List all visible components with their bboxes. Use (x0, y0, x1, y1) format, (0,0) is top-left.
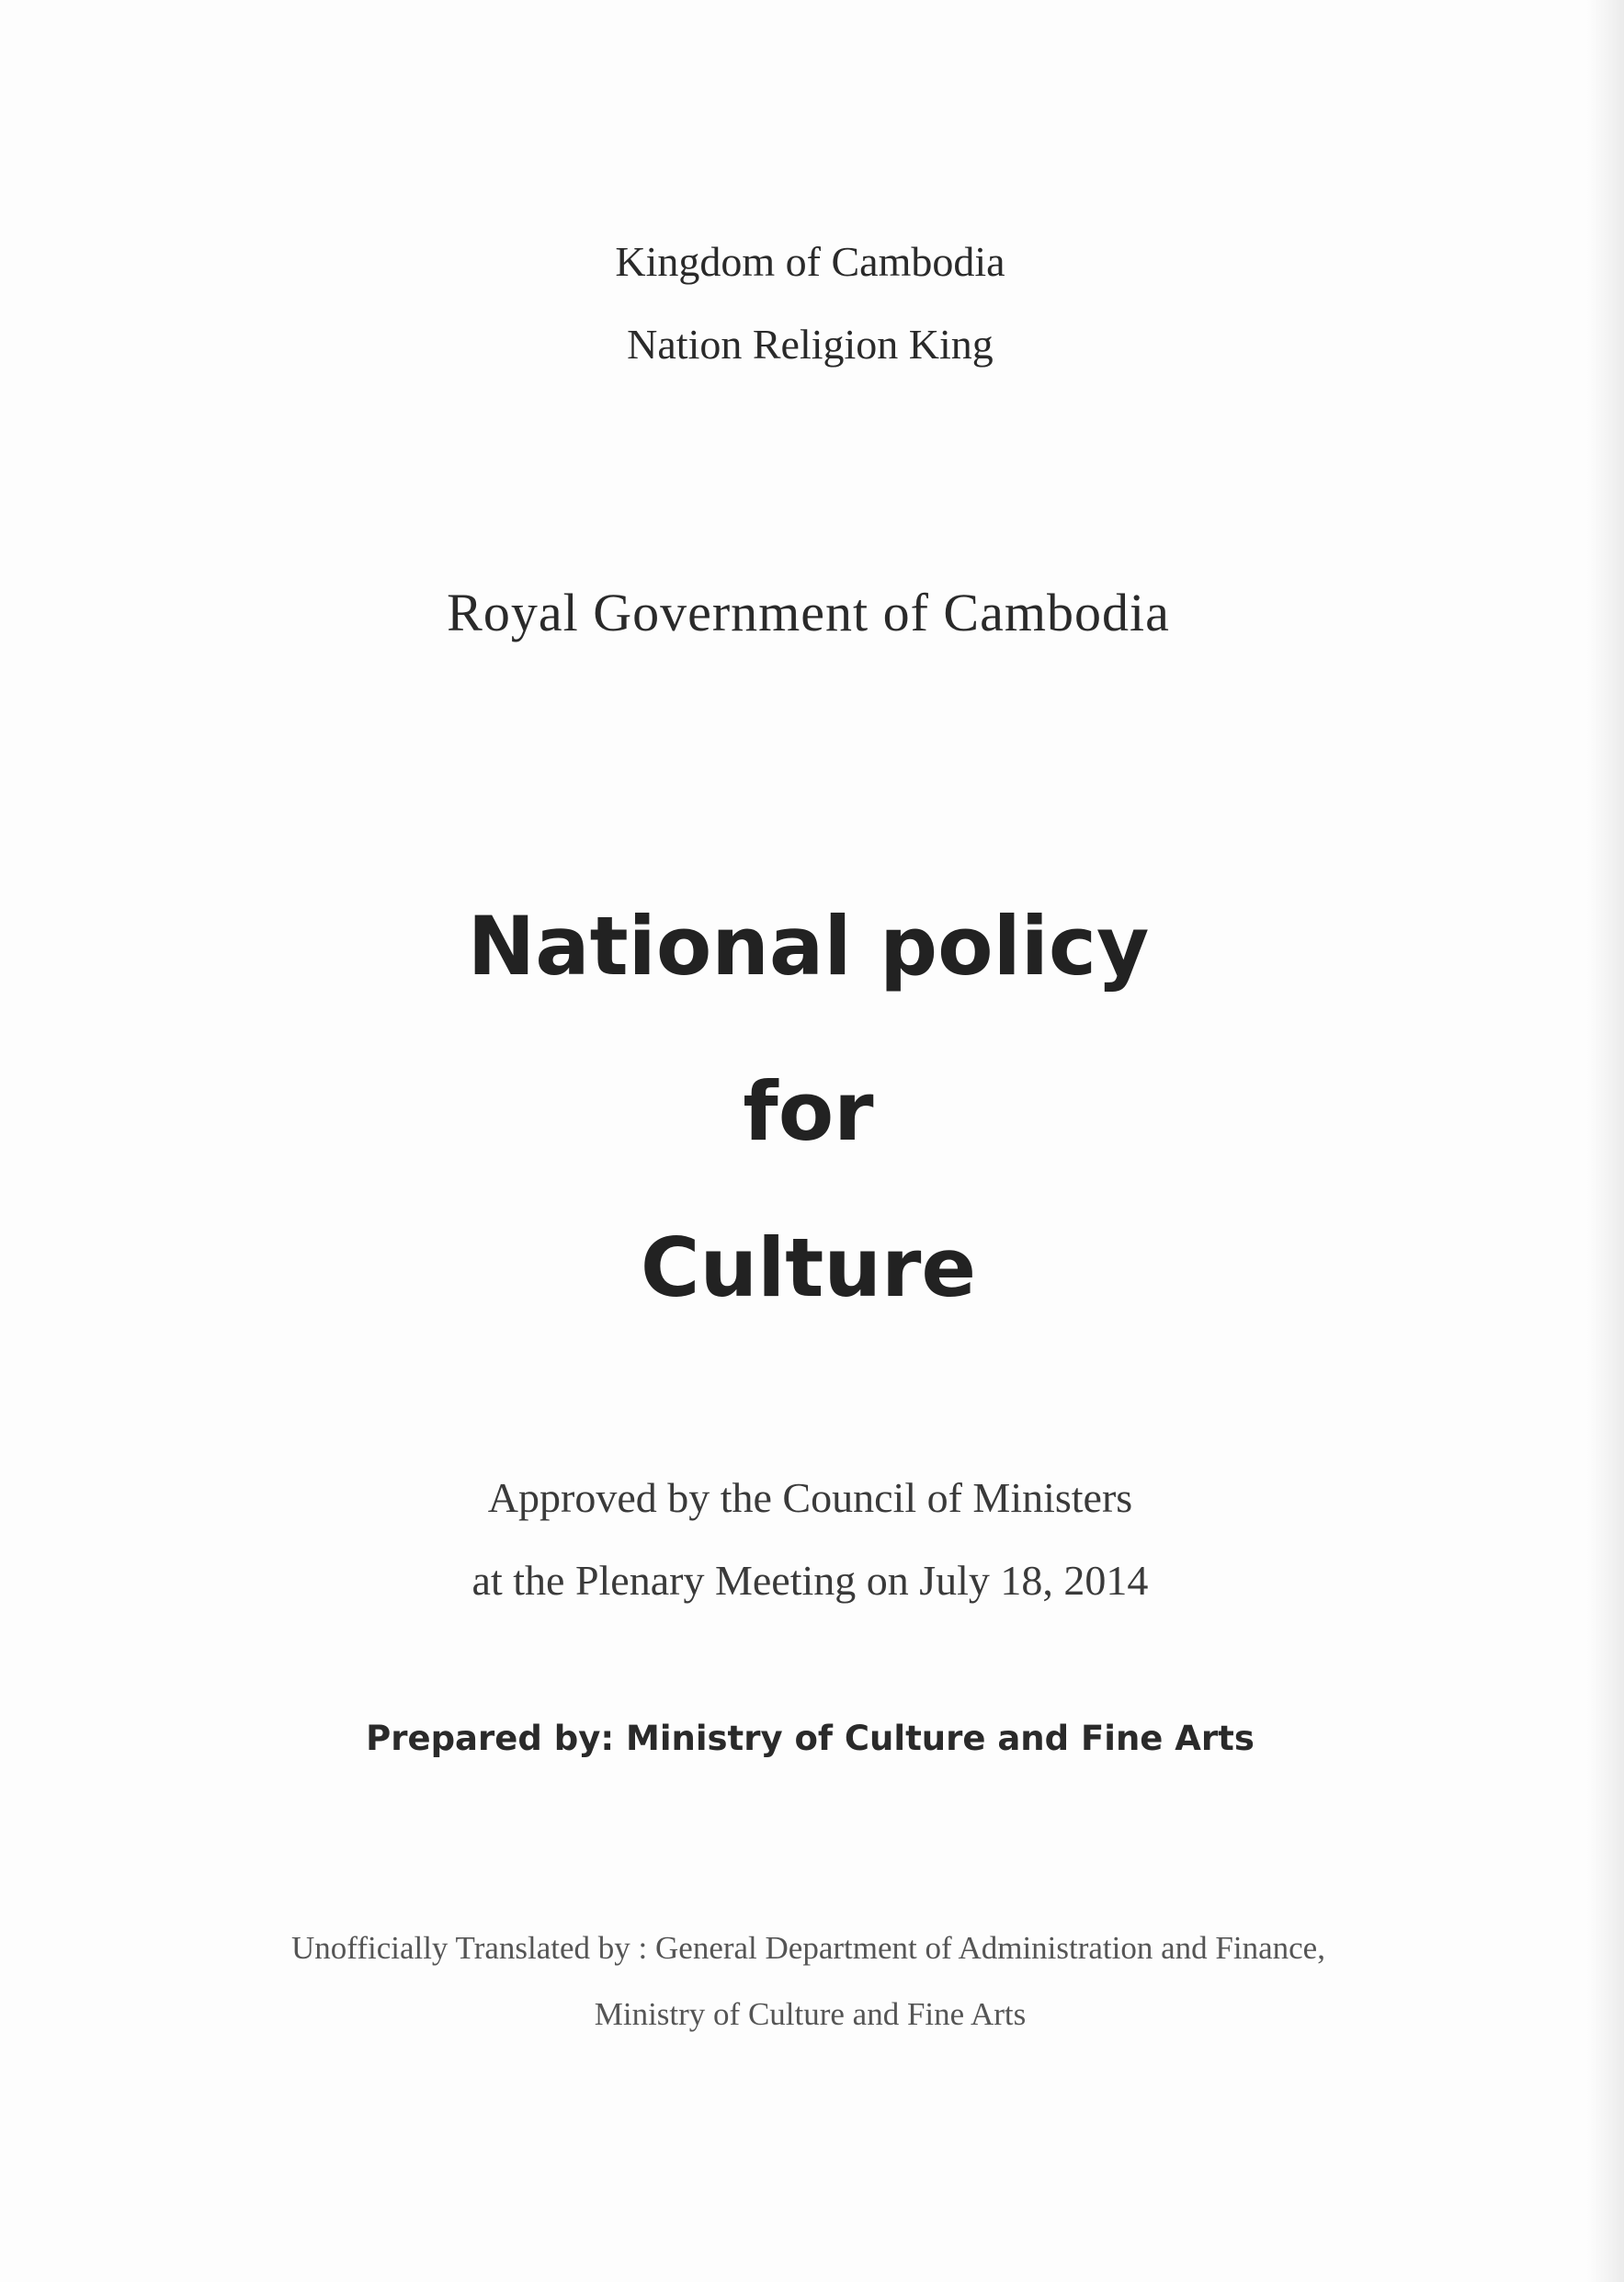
national-motto: Nation Religion King (627, 321, 994, 368)
approval-line-1: Approved by the Council of Ministers (487, 1474, 1133, 1521)
document-title-line-1: National policy (467, 899, 1150, 993)
prepared-by: Prepared by: Ministry of Culture and Fine Arts (366, 1719, 1255, 1758)
government-heading: Royal Government of Cambodia (447, 583, 1170, 642)
approval-line-2: at the Plenary Meeting on July 18, 2014 (471, 1557, 1149, 1604)
translation-credit-line-2: Ministry of Culture and Fine Arts (594, 1996, 1027, 2032)
document-title-line-3: Culture (640, 1220, 977, 1315)
kingdom-heading: Kingdom of Cambodia (615, 238, 1005, 285)
document-title-line-2: for (743, 1064, 874, 1159)
translation-credit-line-1: Unofficially Translated by : General Department of Administration and Finance, (291, 1930, 1325, 1966)
